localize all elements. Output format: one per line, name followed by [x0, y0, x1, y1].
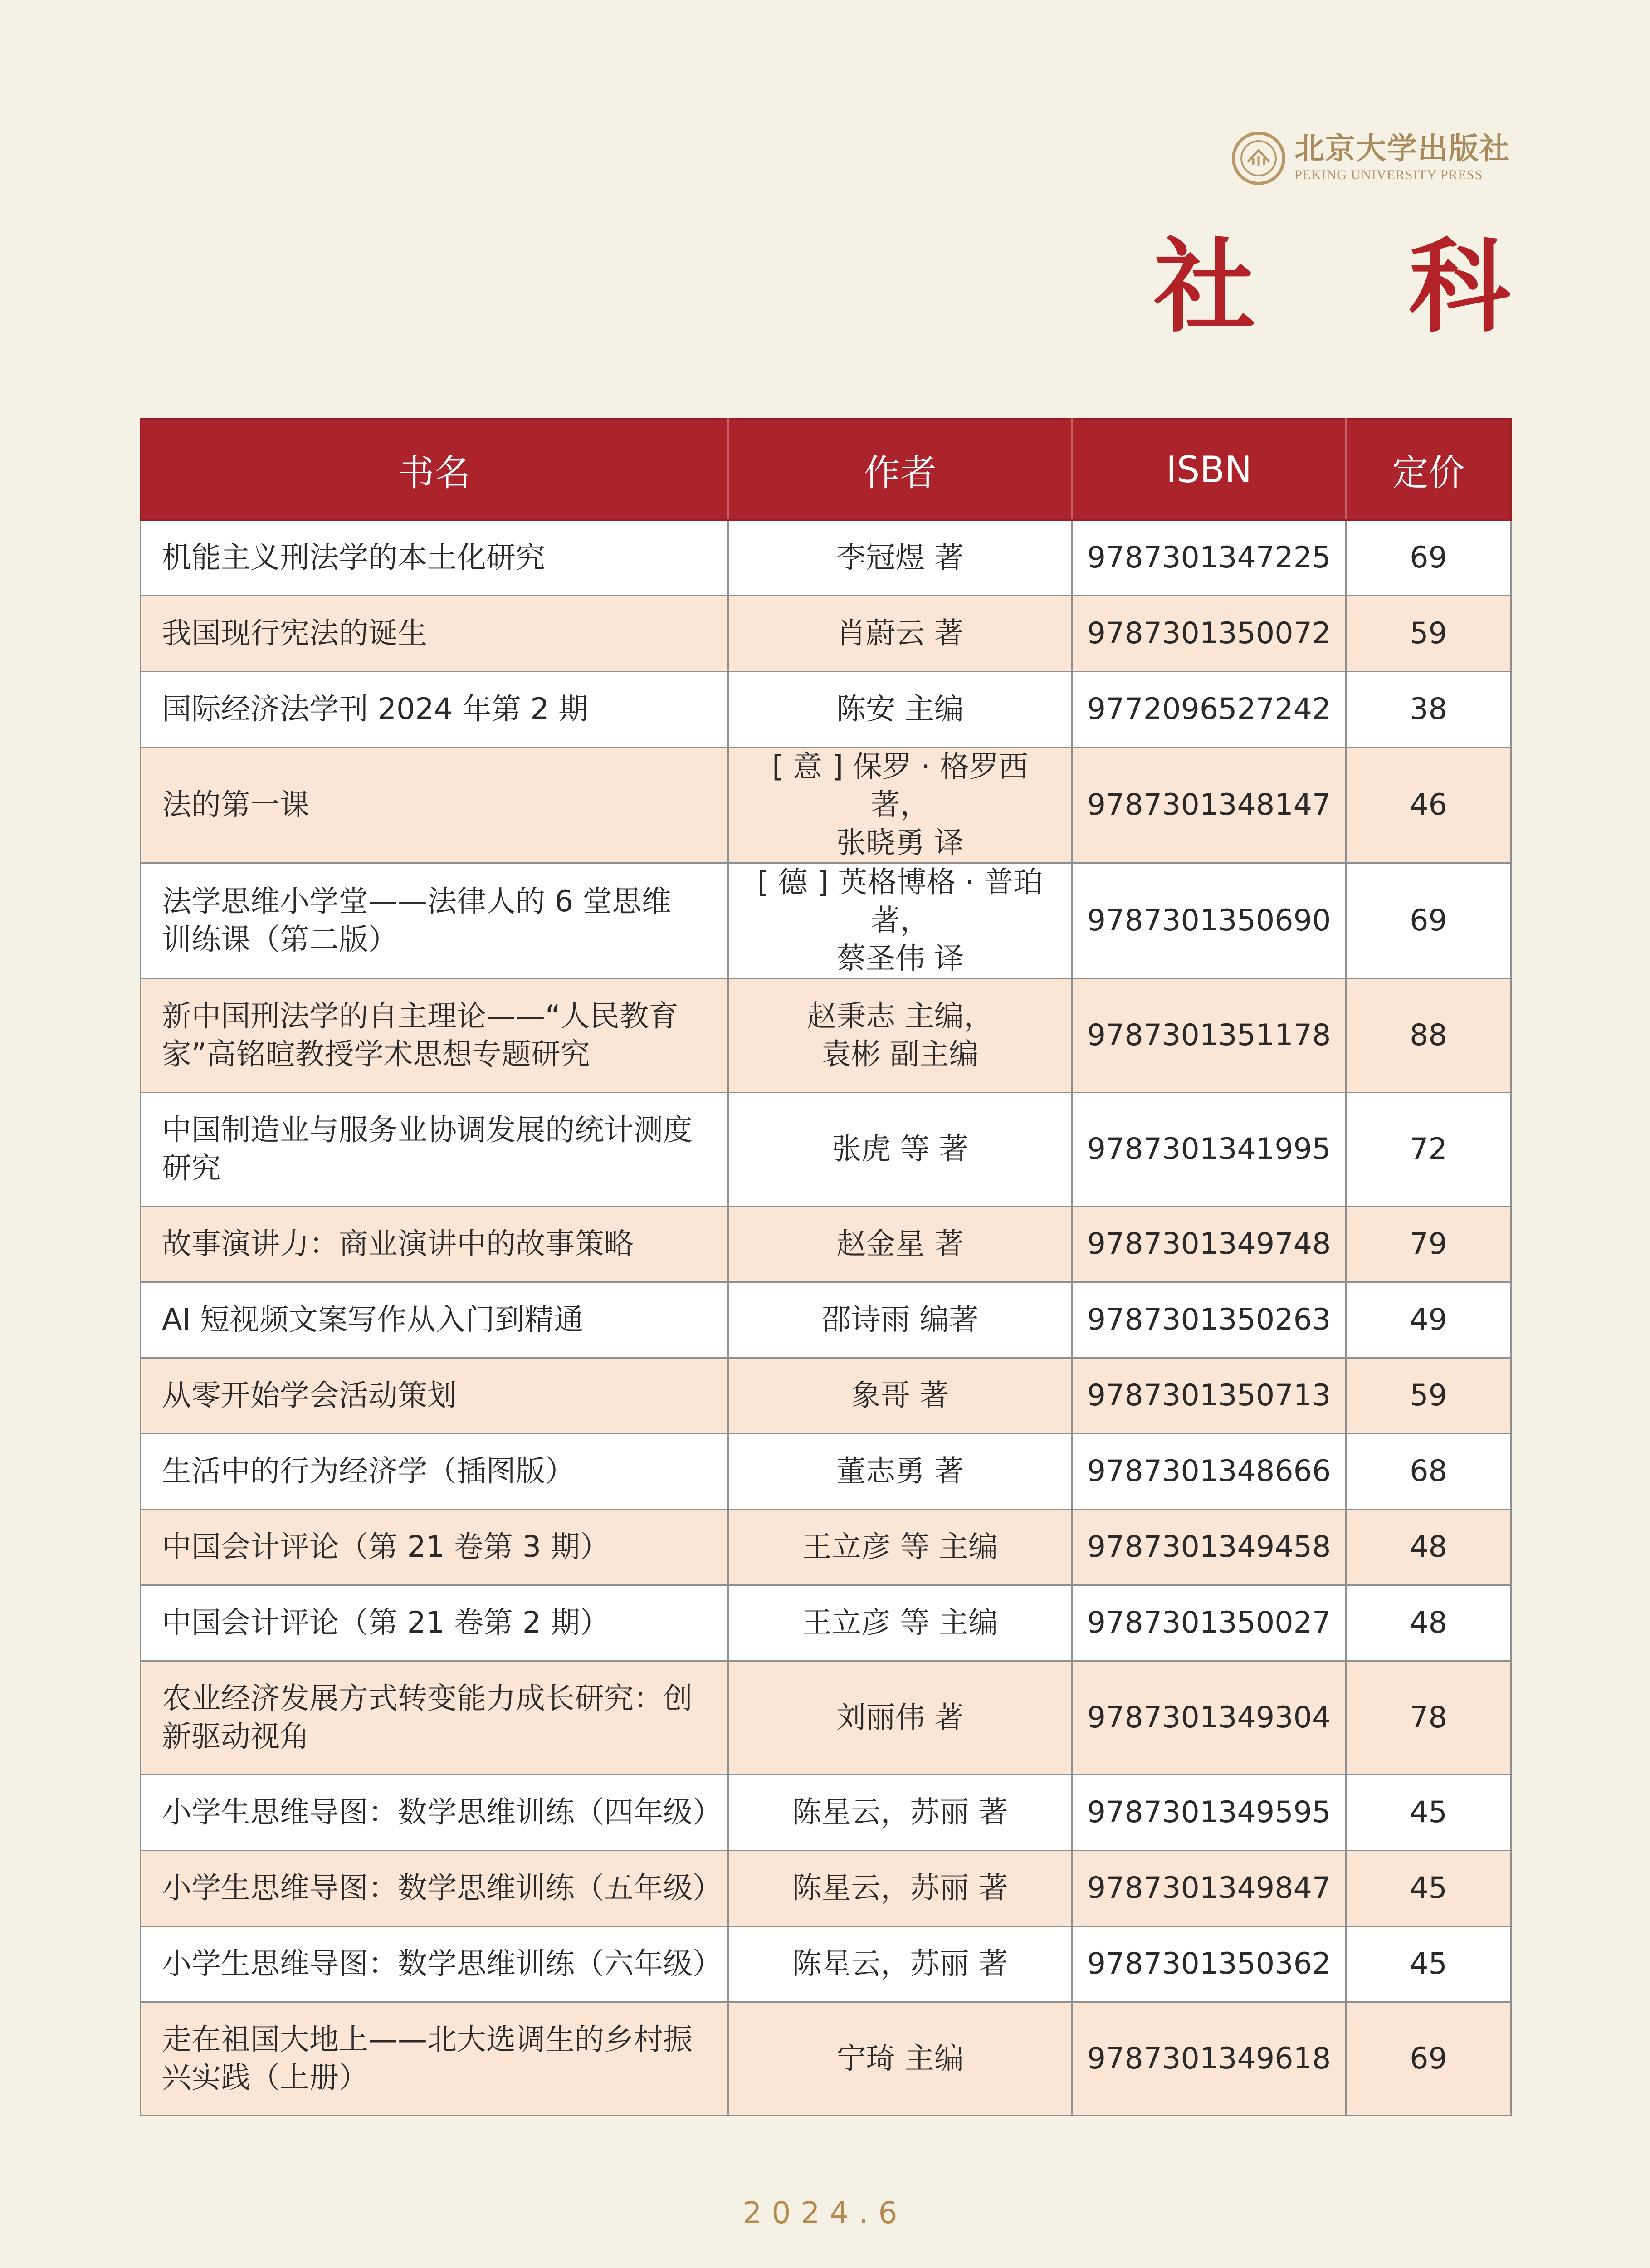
book-title-cell: AI 短视频文案写作从入门到精通 — [141, 1282, 728, 1358]
isbn-cell: 9787301350263 — [1072, 1282, 1346, 1358]
author-cell: 赵金星 著 — [728, 1207, 1072, 1282]
price-cell: 59 — [1346, 1358, 1511, 1434]
isbn-cell: 9787301341995 — [1072, 1093, 1346, 1207]
table-row — [141, 1661, 1511, 1775]
table-row — [141, 979, 1511, 1093]
author-cell: 陈星云，苏丽 著 — [728, 1926, 1072, 2002]
author-cell: 刘丽伟 著 — [728, 1661, 1072, 1775]
table-row — [141, 1585, 1511, 1661]
author-cell: 肖蔚云 著 — [728, 596, 1072, 672]
price-cell: 79 — [1346, 1207, 1511, 1282]
author-cell: 邵诗雨 编著 — [728, 1282, 1072, 1358]
table-row — [141, 1358, 1511, 1434]
price-cell: 78 — [1346, 1661, 1511, 1775]
header-isbn: ISBN — [1072, 419, 1346, 520]
table-row — [141, 1775, 1511, 1851]
publisher-name-en: PEKING UNIVERSITY PRESS — [1294, 167, 1483, 182]
isbn-cell: 9787301349618 — [1072, 2002, 1346, 2116]
author-cell: 象哥 著 — [728, 1358, 1072, 1434]
table-row — [141, 1093, 1511, 1207]
isbn-cell: 9787301348147 — [1072, 748, 1346, 863]
book-title-cell: 机能主义刑法学的本土化研究 — [141, 520, 728, 596]
price-cell: 48 — [1346, 1510, 1511, 1585]
author-cell: 董志勇 著 — [728, 1434, 1072, 1510]
price-cell: 48 — [1346, 1585, 1511, 1661]
book-title-cell: 走在祖国大地上——北大选调生的乡村振 兴实践（上册） — [141, 2002, 728, 2116]
isbn-cell: 9787301349847 — [1072, 1851, 1346, 1926]
book-title-cell: 新中国刑法学的自主理论——“人民教育 家”高铭暄教授学术思想专题研究 — [141, 979, 728, 1093]
pku-seal-icon — [1232, 132, 1285, 185]
table-row — [141, 672, 1511, 748]
book-catalog-table — [140, 418, 1512, 2116]
isbn-cell: 9787301349458 — [1072, 1510, 1346, 1585]
book-title-cell: 生活中的行为经济学（插图版） — [141, 1434, 728, 1510]
isbn-cell: 9787301351178 — [1072, 979, 1346, 1093]
table-row — [141, 1510, 1511, 1585]
price-cell: 46 — [1346, 748, 1511, 863]
table-row — [141, 1282, 1511, 1358]
book-title-cell: 中国会计评论（第 21 卷第 2 期） — [141, 1585, 728, 1661]
isbn-cell: 9787301347225 — [1072, 520, 1346, 596]
table-header-row — [141, 419, 1511, 520]
author-cell: 赵秉志 主编， 袁彬 副主编 — [728, 979, 1072, 1093]
price-cell: 69 — [1346, 2002, 1511, 2116]
price-cell: 45 — [1346, 1775, 1511, 1851]
table-row — [141, 863, 1511, 979]
price-cell: 45 — [1346, 1926, 1511, 2002]
issue-date: 2024.6 — [742, 2195, 908, 2230]
book-title-cell: 中国会计评论（第 21 卷第 3 期） — [141, 1510, 728, 1585]
price-cell: 49 — [1346, 1282, 1511, 1358]
author-cell: [ 意 ] 保罗 · 格罗西 著， 张晓勇 译 — [728, 748, 1072, 863]
book-title-cell: 从零开始学会活动策划 — [141, 1358, 728, 1434]
book-title-cell: 农业经济发展方式转变能力成长研究：创 新驱动视角 — [141, 1661, 728, 1775]
isbn-cell: 9787301349595 — [1072, 1775, 1346, 1851]
author-cell: 陈星云，苏丽 著 — [728, 1851, 1072, 1926]
header-price: 定价 — [1346, 419, 1511, 520]
book-title-cell: 小学生思维导图：数学思维训练（六年级） — [141, 1926, 728, 2002]
section-title: 社 科 — [1154, 227, 1569, 346]
isbn-cell: 9787301349748 — [1072, 1207, 1346, 1282]
isbn-cell: 9787301350072 — [1072, 596, 1346, 672]
table-row — [141, 1434, 1511, 1510]
isbn-cell: 9787301350027 — [1072, 1585, 1346, 1661]
book-title-cell: 故事演讲力：商业演讲中的故事策略 — [141, 1207, 728, 1282]
price-cell: 68 — [1346, 1434, 1511, 1510]
author-cell: 张虎 等 著 — [728, 1093, 1072, 1207]
publisher-logo — [1232, 132, 1510, 185]
author-cell: 宁琦 主编 — [728, 2002, 1072, 2116]
book-title-cell: 小学生思维导图：数学思维训练（四年级） — [141, 1775, 728, 1851]
table-row — [141, 748, 1511, 863]
publisher-name-cn: 北京大学出版社 — [1294, 131, 1510, 166]
isbn-cell: 9787301348666 — [1072, 1434, 1346, 1510]
table-row — [141, 596, 1511, 672]
price-cell: 69 — [1346, 520, 1511, 596]
author-cell: 李冠煜 著 — [728, 520, 1072, 596]
price-cell: 59 — [1346, 596, 1511, 672]
isbn-cell: 9787301350362 — [1072, 1926, 1346, 2002]
header-author: 作者 — [728, 419, 1072, 520]
book-title-cell: 国际经济法学刊 2024 年第 2 期 — [141, 672, 728, 748]
author-cell: 王立彦 等 主编 — [728, 1510, 1072, 1585]
author-cell: 陈安 主编 — [728, 672, 1072, 748]
price-cell: 88 — [1346, 979, 1511, 1093]
isbn-cell: 9787301349304 — [1072, 1661, 1346, 1775]
table-row — [141, 2002, 1511, 2116]
isbn-cell: 9787301350713 — [1072, 1358, 1346, 1434]
book-title-cell: 我国现行宪法的诞生 — [141, 596, 728, 672]
price-cell: 45 — [1346, 1851, 1511, 1926]
isbn-cell: 9772096527242 — [1072, 672, 1346, 748]
price-cell: 38 — [1346, 672, 1511, 748]
book-title-cell: 法的第一课 — [141, 748, 728, 863]
price-cell: 69 — [1346, 863, 1511, 979]
table-row — [141, 1926, 1511, 2002]
table-body — [141, 520, 1511, 2116]
book-title-cell: 中国制造业与服务业协调发展的统计测度 研究 — [141, 1093, 728, 1207]
book-title-cell: 法学思维小学堂——法律人的 6 堂思维 训练课（第二版） — [141, 863, 728, 979]
price-cell: 72 — [1346, 1093, 1511, 1207]
table-row — [141, 1851, 1511, 1926]
book-title-cell: 小学生思维导图：数学思维训练（五年级） — [141, 1851, 728, 1926]
author-cell: [ 德 ] 英格博格 · 普珀 著， 蔡圣伟 译 — [728, 863, 1072, 979]
header-title: 书名 — [141, 419, 728, 520]
author-cell: 王立彦 等 主编 — [728, 1585, 1072, 1661]
table-row — [141, 1207, 1511, 1282]
author-cell: 陈星云，苏丽 著 — [728, 1775, 1072, 1851]
table-row — [141, 520, 1511, 596]
isbn-cell: 9787301350690 — [1072, 863, 1346, 979]
